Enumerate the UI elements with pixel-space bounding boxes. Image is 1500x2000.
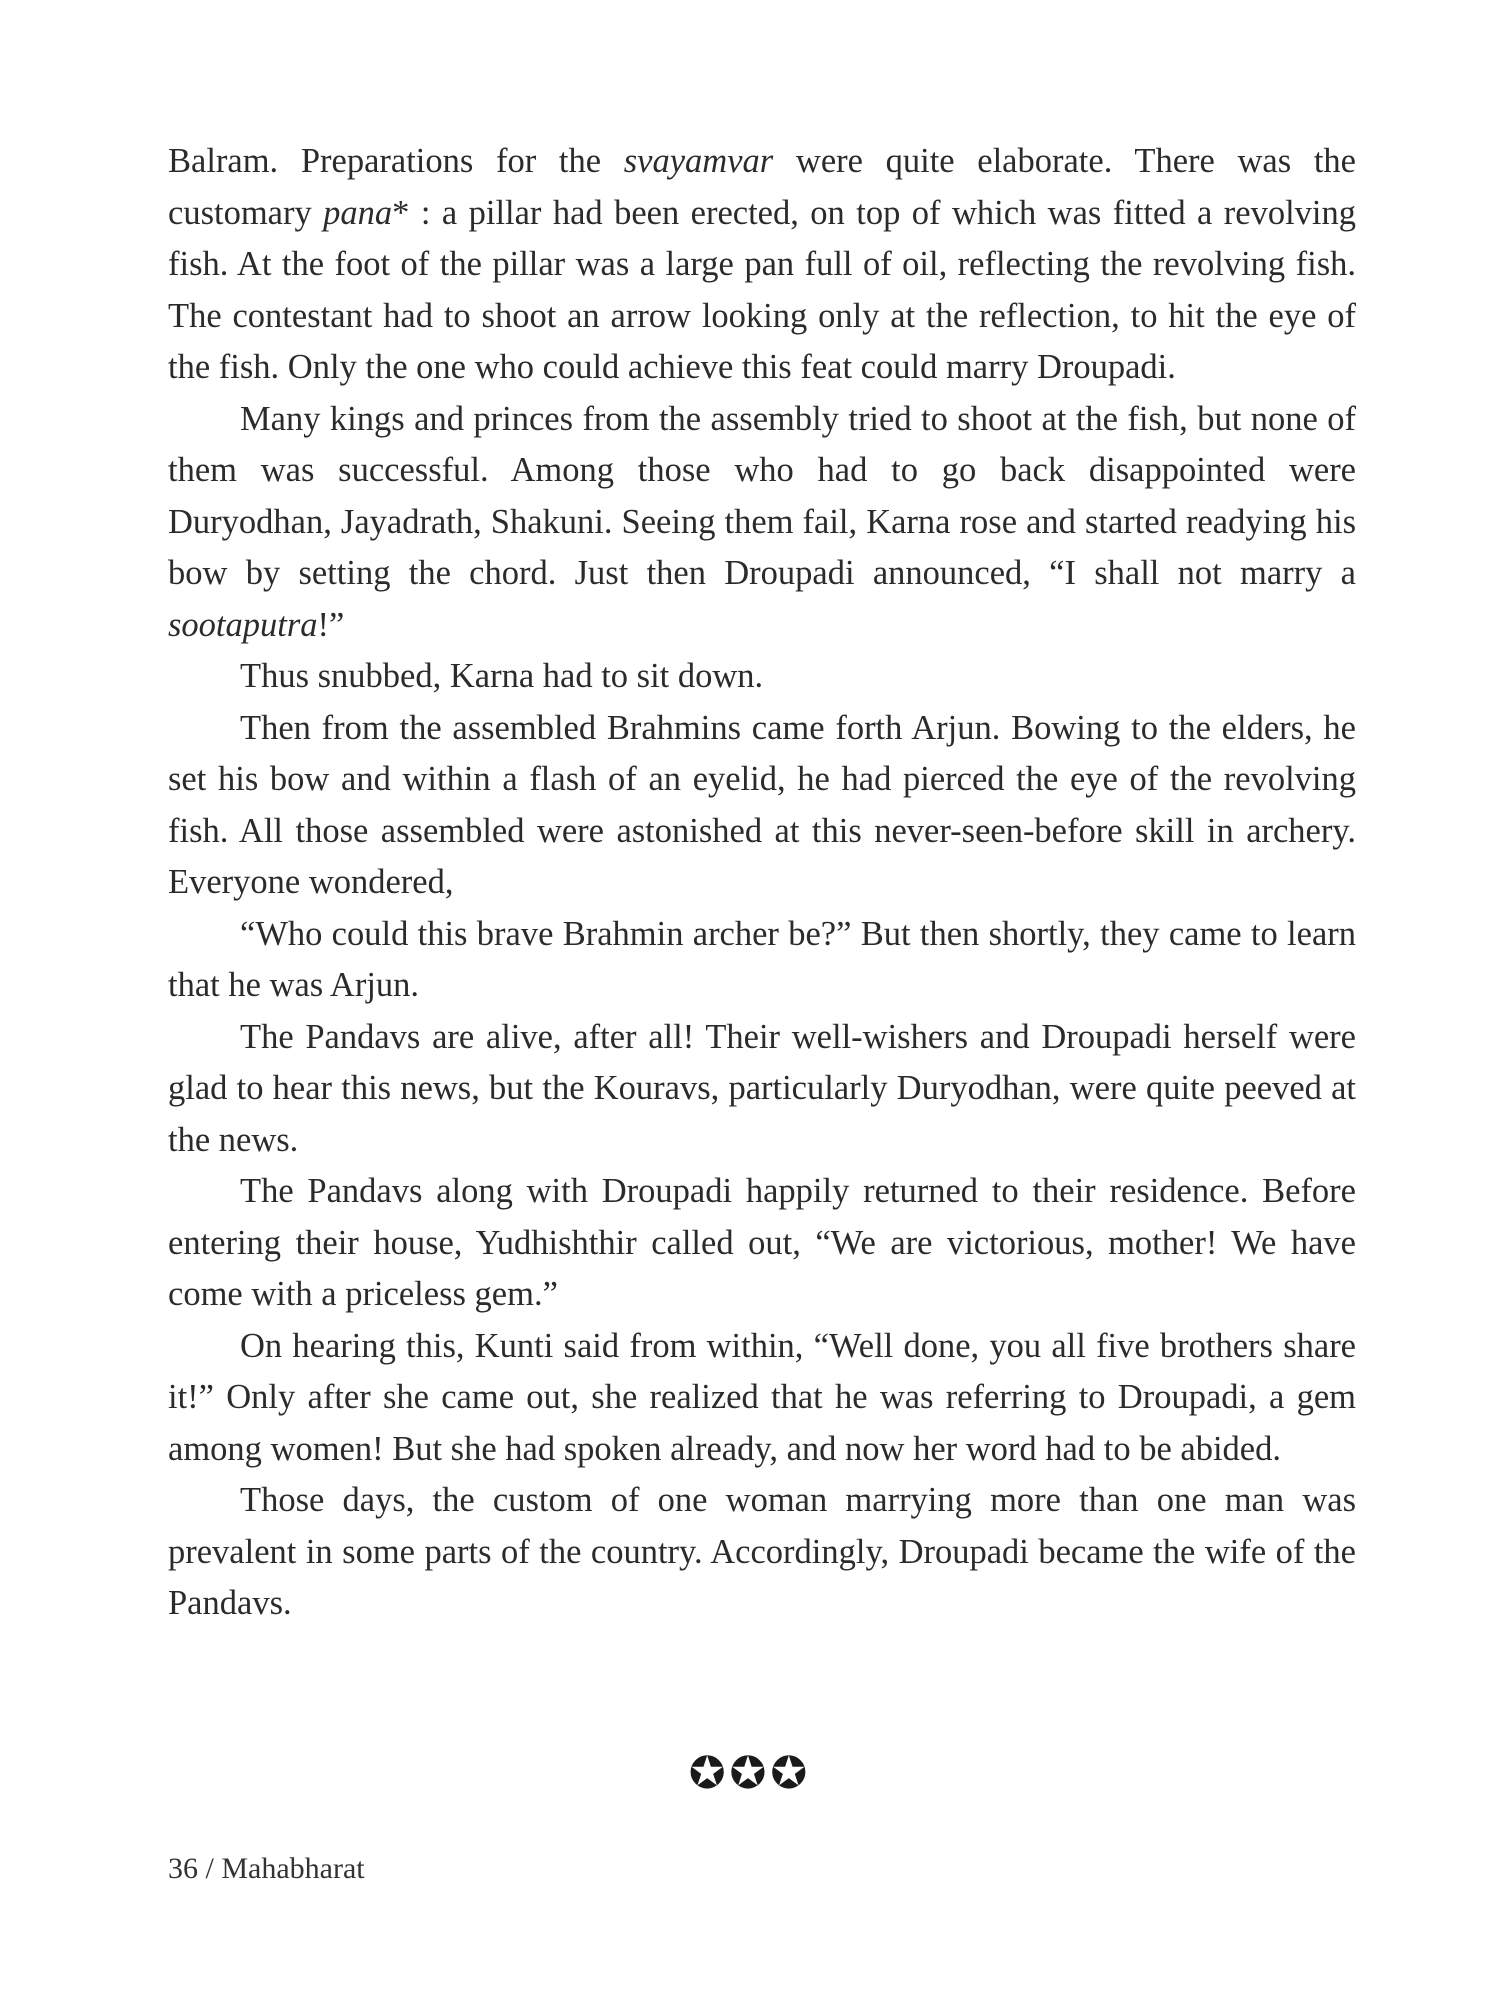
paragraph [168,1475,1356,1630]
paragraph [168,136,1356,394]
text-run: Many kings and princes from the assembly tried to shoot at the fish, but none of them was successful. Among those who had to go back disappointed were Duryodhan, Jayadrath, Shakuni. Seeing them fail, Karna rose and started readying his bow by setting the chord. Just then Droupadi announced, “I shall not marry a [168,399,1356,592]
paragraph [168,703,1356,909]
page-footer: 36 / Mahabharat [168,1852,365,1885]
text-run: were quite elaborate. There was the customary [168,142,1356,232]
paragraph [168,1166,1356,1321]
page-body [168,136,1356,1630]
text-run: “Who could this brave Brahmin archer be?” But then shortly, they came to learn that he was Arjun. [168,914,1356,1004]
text-run: On hearing this, Kunti said from within, “Well done, you all five brothers share it!” Only after she came out, she realized that he was referring to Droupadi, a gem among women! But she had spoken already, and now her word had to be abided. [168,1326,1356,1468]
paragraph [168,651,1356,703]
italic-term: sootaputra [168,605,318,644]
paragraph [168,1321,1356,1476]
text-run: Then from the assembled Brahmins came forth Arjun. Bowing to the elders, he set his bow and within a flash of an eyelid, he had pierced the eye of the revolving fish. All those assembled were astonished at this never-seen-before skill in archery. Everyone wondered, [168,708,1356,901]
text-run: * : a pillar had been erected, on top of which was fitted a revolving fish. At the foot of the pillar was a large pan full of oil, reflecting the revolving fish. The contestant had to shoot an arrow looking only at the reflection, to hit the eye of the fish. Only the one who could achieve this feat could marry Droupadi. [168,193,1356,386]
paragraph [168,394,1356,652]
italic-term: pana [323,193,393,232]
text-run: Those days, the custom of one woman marrying more than one man was prevalent in some parts of the country. Accordingly, Droupadi became the wife of the Pandavs. [168,1481,1356,1622]
paragraph [168,1012,1356,1167]
text-run: Thus snubbed, Karna had to sit down. [240,657,764,695]
paragraph [168,909,1356,1012]
text-run: !” [317,605,345,644]
text-run: The Pandavs along with Droupadi happily returned to their residence. Before entering their house, Yudhishthir called out, “We are victorious, mother! We have come with a priceless gem.” [168,1172,1356,1313]
italic-term: svayamvar [623,142,774,180]
text-run: The Pandavs are alive, after all! Their well-wishers and Droupadi herself were glad to hear this news, but the Kouravs, particularly Duryodhan, were quite peeved at the news. [168,1017,1356,1159]
section-end-ornament: ✪✪✪ [688,1748,812,1799]
text-run: Balram. Preparations for the [168,142,624,180]
